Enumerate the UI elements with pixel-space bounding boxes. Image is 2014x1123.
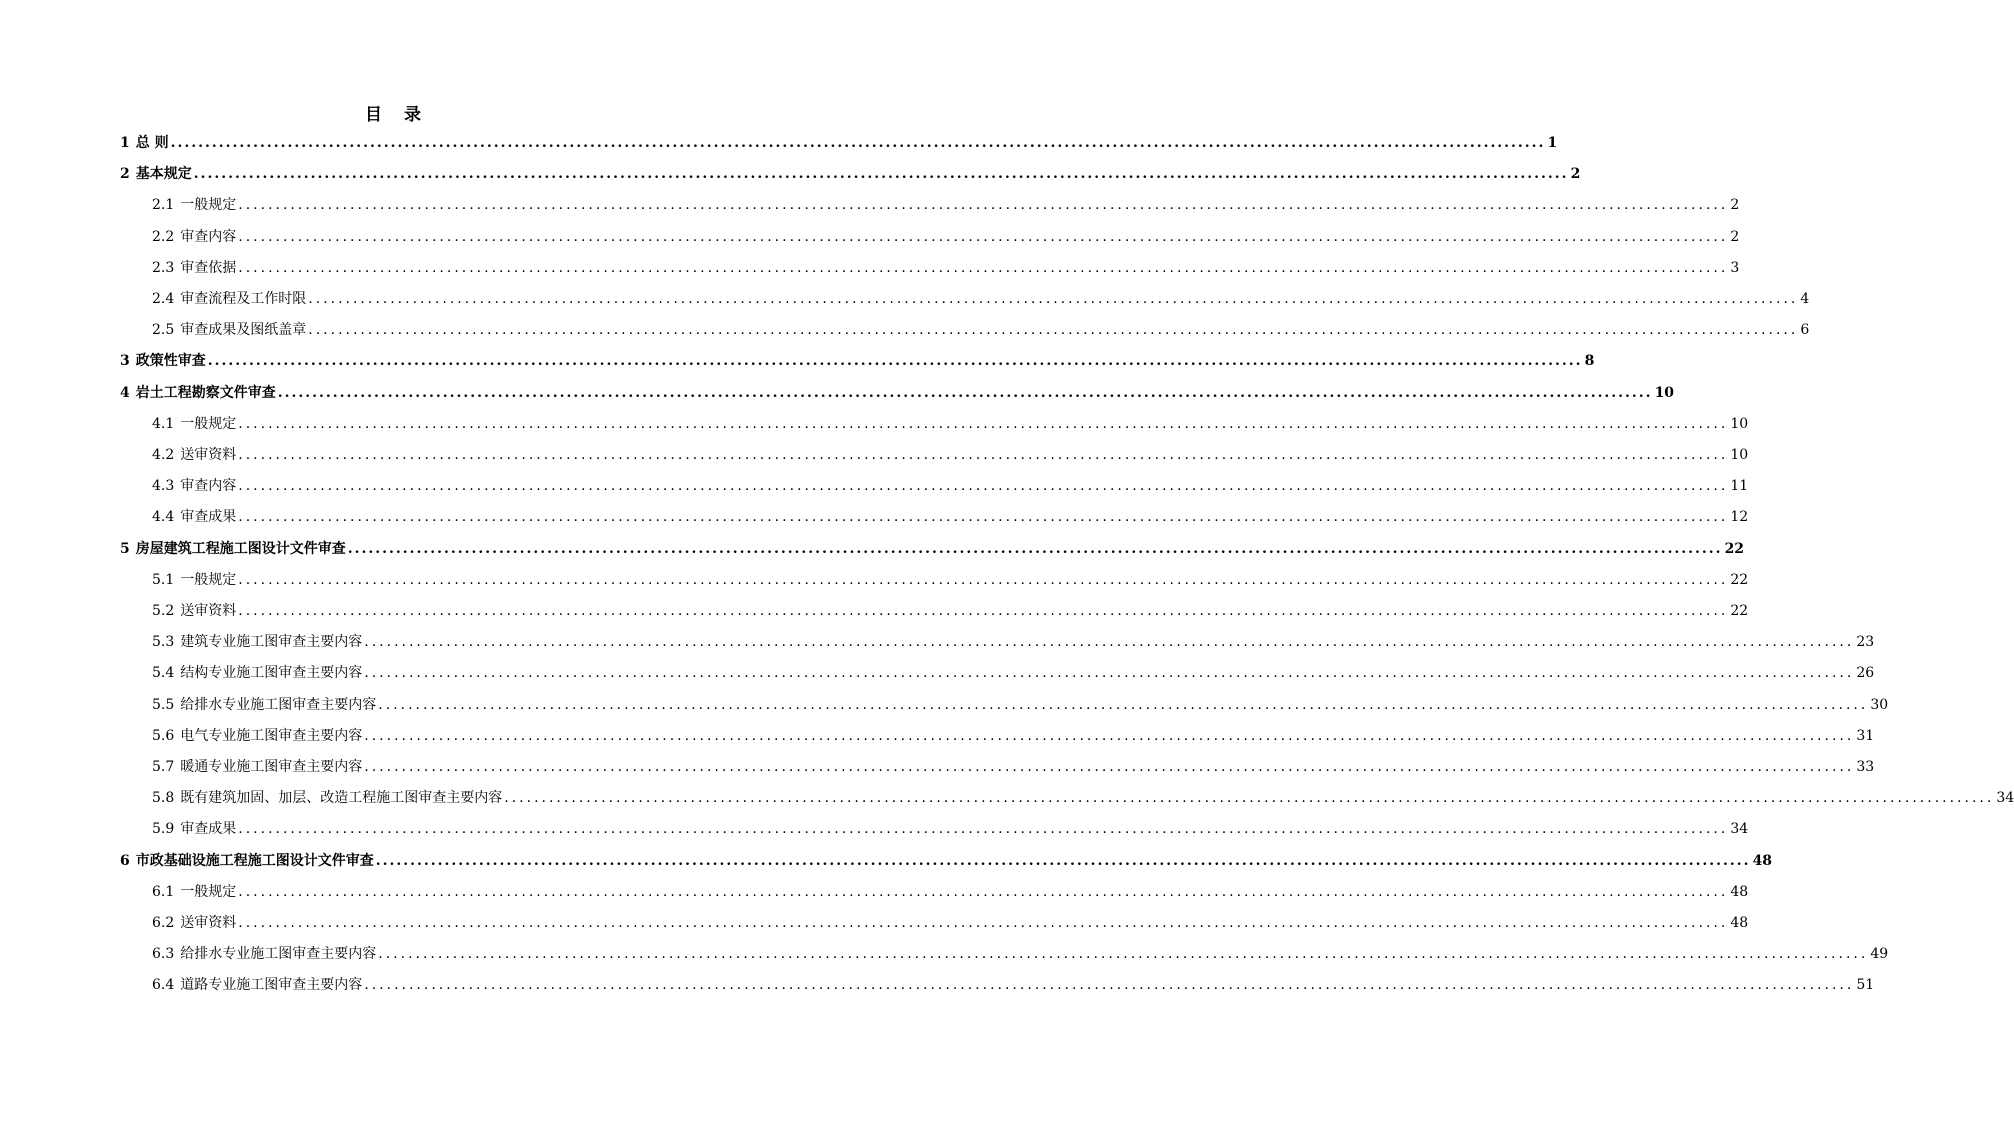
toc-entry[interactable] [120, 128, 1558, 152]
toc-entry-page-number: 12 [1730, 509, 1749, 526]
toc-entry[interactable] [152, 752, 1875, 776]
toc-entry-page-number: 8 [1584, 353, 1595, 370]
toc-entry-page-number: 1 [1547, 135, 1558, 151]
toc-entry-label: 给排水专业施工图审查主要内容 [180, 696, 377, 713]
toc-entry-number: 5.4 [152, 665, 175, 682]
toc-dot-leader: ........................................................................................................................................................................................................ [238, 571, 1729, 588]
toc-dot-leader: ........................................................................................................................................................................................................ [308, 322, 1799, 339]
toc-entry-number: 5.6 [152, 727, 175, 744]
toc-entry-page-number: 48 [1730, 915, 1749, 931]
toc-dot-leader: ........................................................................................................................................................................................................ [238, 228, 1729, 245]
toc-entry-page-number: 51 [1856, 977, 1875, 994]
toc-entry-label: 市政基础设施工程施工图设计文件审查 [135, 852, 374, 869]
toc-entry[interactable] [152, 284, 1810, 308]
toc-dot-leader: ........................................................................................................................................................................................................ [238, 883, 1729, 900]
toc-entry-page-number: 22 [1724, 540, 1745, 557]
toc-entry-label: 给排水专业施工图审查主要内容 [180, 946, 377, 963]
toc-entry[interactable] [152, 877, 1749, 901]
toc-entry-number: 6 [120, 852, 130, 869]
toc-entry-number: 2.1 [152, 197, 175, 214]
toc-dot-leader: ........................................................................................................................................................................................................ [347, 540, 1723, 557]
toc-entry-label: 政策性审查 [135, 353, 206, 370]
toc-entry-number: 3 [120, 353, 130, 370]
toc-entry-label: 审查流程及工作时限 [180, 291, 307, 307]
toc-dot-leader: ........................................................................................................................................................................................................ [238, 415, 1729, 432]
toc-entry-page-number: 10 [1730, 415, 1749, 432]
toc-entry-number: 5.2 [152, 603, 175, 619]
toc-entry-number: 6.2 [152, 915, 175, 931]
toc-entry-page-number: 22 [1730, 571, 1749, 588]
toc-entry-page-number: 2 [1730, 197, 1740, 214]
toc-entry[interactable] [152, 690, 1889, 714]
toc-entry[interactable] [152, 190, 1740, 214]
toc-entry[interactable] [120, 378, 1675, 402]
toc-entry-label: 房屋建筑工程施工图设计文件审查 [135, 540, 346, 557]
toc-dot-leader: ........................................................................................................................................................................................................ [193, 166, 1569, 183]
toc-entry-number: 6.3 [152, 946, 175, 963]
toc-entry-label: 道路专业施工图审查主要内容 [180, 977, 363, 994]
toc-entry-page-number: 2 [1730, 228, 1740, 245]
toc-entry-label: 暖通专业施工图审查主要内容 [180, 759, 363, 775]
toc-entry-label: 审查依据 [180, 259, 237, 276]
toc-entry-label: 电气专业施工图审查主要内容 [180, 727, 363, 744]
toc-entry-number: 2.5 [152, 322, 175, 339]
toc-entry-label: 审查内容 [180, 228, 237, 245]
toc-entry[interactable] [152, 222, 1740, 246]
toc-dot-leader: ........................................................................................................................................................................................................ [378, 946, 1869, 963]
toc-dot-leader: ........................................................................................................................................................................................................ [238, 447, 1729, 463]
toc-entry-number: 4.4 [152, 509, 175, 526]
toc-dot-leader: ........................................................................................................................................................................................................ [308, 291, 1799, 307]
toc-entry[interactable] [120, 534, 1745, 558]
toc-entry-page-number: 34 [1996, 790, 2014, 807]
toc-entry[interactable] [152, 253, 1740, 277]
toc-entry-number: 6.4 [152, 977, 175, 994]
toc-dot-leader: ........................................................................................................................................................................................................ [364, 727, 1855, 744]
toc-entry-number: 2.3 [152, 259, 175, 276]
toc-entry[interactable] [152, 502, 1749, 526]
toc-entry-page-number: 10 [1654, 384, 1675, 401]
toc-entry-number: 4.1 [152, 415, 175, 432]
toc-entry-number: 4 [120, 384, 130, 401]
toc-entry-number: 4.3 [152, 478, 175, 495]
toc-entry[interactable] [152, 627, 1875, 651]
toc-entry-label: 审查内容 [180, 478, 237, 495]
toc-entry-page-number: 49 [1870, 946, 1889, 963]
toc-dot-leader: ........................................................................................................................................................................................................ [504, 790, 1995, 807]
toc-dot-leader: ........................................................................................................................................................................................................ [238, 259, 1729, 276]
toc-entry-page-number: 34 [1730, 821, 1749, 838]
toc-entry-page-number: 26 [1856, 665, 1875, 682]
toc-entry-number: 5.8 [152, 790, 175, 807]
toc-entry-page-number: 23 [1856, 634, 1875, 651]
toc-dot-leader: ........................................................................................................................................................................................................ [238, 603, 1729, 619]
toc-entry-page-number: 31 [1856, 727, 1875, 744]
toc-entry-page-number: 22 [1730, 603, 1749, 619]
toc-entry-number: 2 [120, 166, 130, 183]
toc-entry[interactable] [152, 409, 1749, 433]
toc-entry-number: 2.2 [152, 228, 175, 245]
toc-entry-label: 岩土工程勘察文件审查 [135, 384, 276, 401]
toc-entry-label: 审查成果 [180, 821, 237, 838]
toc-entry-label: 一般规定 [180, 571, 237, 588]
toc-entry-label: 基本规定 [135, 166, 192, 183]
toc-entry[interactable] [152, 596, 1749, 620]
toc-entry-number: 5.3 [152, 634, 175, 651]
toc-dot-leader: ........................................................................................................................................................................................................ [364, 665, 1855, 682]
toc-entry[interactable] [152, 939, 1889, 963]
toc-entry[interactable] [120, 846, 1773, 870]
toc-entry-label: 既有建筑加固、加层、改造工程施工图审查主要内容 [180, 790, 503, 807]
toc-entry-label: 一般规定 [180, 197, 237, 214]
toc-entry[interactable] [152, 908, 1749, 932]
toc-entry-page-number: 3 [1730, 259, 1740, 276]
toc-entry-label: 建筑专业施工图审查主要内容 [180, 634, 363, 651]
toc-entry[interactable] [152, 471, 1749, 495]
toc-dot-leader: ........................................................................................................................................................................................................ [207, 353, 1583, 370]
toc-entry[interactable] [152, 565, 1749, 589]
toc-entry-page-number: 2 [1570, 166, 1581, 183]
toc-entry-label: 总 则 [135, 135, 169, 151]
toc-entry-number: 5 [120, 540, 130, 557]
toc-dot-leader: ........................................................................................................................................................................................................ [238, 197, 1729, 214]
toc-entry-label: 审查成果及图纸盖章 [180, 322, 307, 339]
page-title: 目 录 [365, 105, 429, 125]
toc-entry-page-number: 11 [1730, 478, 1749, 495]
toc-entry[interactable] [152, 970, 1875, 994]
toc-dot-leader: ........................................................................................................................................................................................................ [375, 852, 1751, 869]
toc-entry-number: 6.1 [152, 883, 175, 900]
toc-entry[interactable] [152, 658, 1875, 682]
toc-dot-leader: ........................................................................................................................................................................................................ [238, 509, 1729, 526]
toc-entry-page-number: 33 [1856, 759, 1875, 775]
toc-dot-leader: ........................................................................................................................................................................................................ [170, 135, 1546, 151]
toc-entry-label: 送审资料 [180, 447, 237, 463]
toc-entry-label: 一般规定 [180, 883, 237, 900]
toc-entry[interactable] [120, 346, 1595, 370]
toc-entry-number: 5.1 [152, 571, 175, 588]
toc-entry-label: 送审资料 [180, 915, 237, 931]
toc-entry-page-number: 48 [1730, 883, 1749, 900]
toc-entry-label: 送审资料 [180, 603, 237, 619]
toc-entry[interactable] [152, 721, 1875, 745]
toc-dot-leader: ........................................................................................................................................................................................................ [277, 384, 1653, 401]
toc-dot-leader: ........................................................................................................................................................................................................ [364, 977, 1855, 994]
toc-entry-number: 5.9 [152, 821, 175, 838]
toc-entry[interactable] [152, 315, 1810, 339]
toc-entry-number: 4.2 [152, 447, 175, 463]
toc-entry[interactable] [152, 783, 2014, 807]
toc-entry-number: 5.7 [152, 759, 175, 775]
toc-dot-leader: ........................................................................................................................................................................................................ [364, 634, 1855, 651]
toc-dot-leader: ........................................................................................................................................................................................................ [364, 759, 1855, 775]
toc-entry[interactable] [120, 159, 1581, 183]
toc-entry-page-number: 4 [1800, 291, 1810, 307]
toc-dot-leader: ........................................................................................................................................................................................................ [378, 696, 1869, 713]
toc-entry[interactable] [152, 440, 1749, 464]
toc-dot-leader: ........................................................................................................................................................................................................ [238, 915, 1729, 931]
toc-dot-leader: ........................................................................................................................................................................................................ [238, 821, 1729, 838]
toc-dot-leader: ........................................................................................................................................................................................................ [238, 478, 1729, 495]
toc-entry-page-number: 30 [1870, 696, 1889, 713]
toc-entry-page-number: 10 [1730, 447, 1749, 463]
toc-entry-number: 2.4 [152, 291, 175, 307]
toc-entry-page-number: 48 [1752, 852, 1773, 869]
toc-entry-page-number: 6 [1800, 322, 1810, 339]
toc-entry-label: 审查成果 [180, 509, 237, 526]
toc-entry-number: 5.5 [152, 696, 175, 713]
toc-entry-label: 结构专业施工图审查主要内容 [180, 665, 363, 682]
toc-entry[interactable] [152, 814, 1749, 838]
toc-entry-number: 1 [120, 135, 130, 151]
toc-entry-label: 一般规定 [180, 415, 237, 432]
